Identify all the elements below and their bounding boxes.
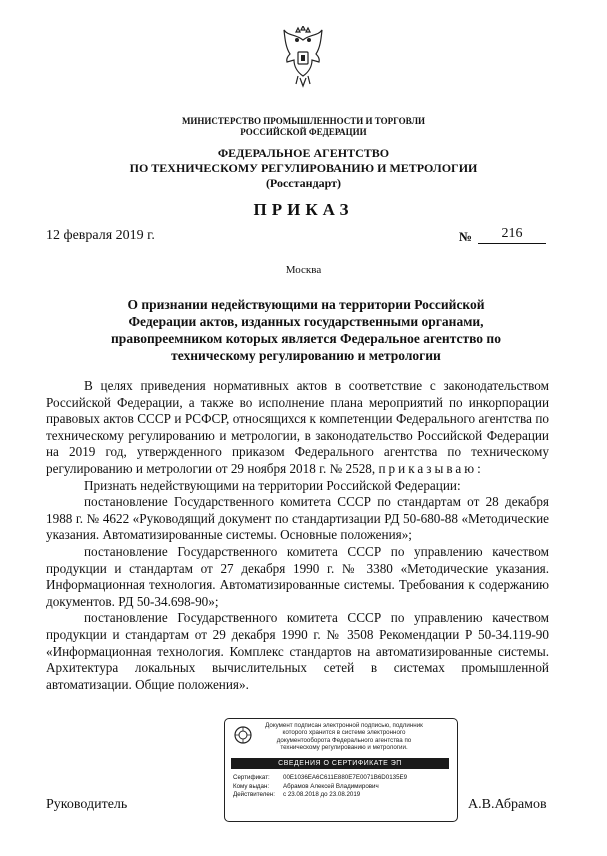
agency-name [0,146,607,191]
signatory-name: А.В.Абрамов [468,797,547,812]
preamble-text: В целях приведения нормативных актов в соответствие с законодательством Российской Федерации, а также во исполнение плана мероприятий по инкорпорации правовых актов СССР и РСФСР, относящихся к компетенции Федерального агентства по техническому регулированию и метрологии, в законодательство Российской Федерации на 2019 год, утвержденного приказом Федерального агентства по техническому регулированию и метрологии от 29 ноября 2018 г. № 2528, [46,378,549,476]
signatory-role: Руководитель [46,797,128,812]
body-paragraph: Признать недействующими на территории Российской Федерации: [84,477,461,493]
ministry-name [0,116,607,138]
electronic-signature-stamp [224,718,458,822]
certificate-row [233,774,451,783]
owner-row [233,783,451,792]
certificate-header: СВЕДЕНИЯ О СЕРТИФИКАТЕ ЭП [231,758,449,769]
body-paragraph [46,378,549,478]
order-body [46,378,549,693]
validity-row [233,791,451,800]
body-paragraph: постановление Государственного комитета СССР по стандартам от 28 декабря 1988 г. № 4622 «Руководящий документ по стандартизации РД 50-680-88 «Методические указания. Автоматизированные системы. Основные положения»; [46,494,549,543]
agency-line: ФЕДЕРАЛЬНОЕ АГЕНТСТВО [217,146,390,160]
number-sign: № [459,229,473,244]
certificate-details [233,774,451,800]
certificate-value: 00E1036EA6C611E880E7E0071B6D0135E9 [283,774,408,781]
city: Москва [285,264,322,276]
order-directive: приказываю: [378,460,484,476]
order-date: 12 февраля 2019 г. [46,228,155,243]
body-paragraph: постановление Государственного комитета СССР по управлению качеством продукции и стандартам от 29 декабря 1990 г. № 3508 Рекомендации Р 50-34.119-90 «Информационная технология. Комплекс стандартов на автоматизированные системы. Архитектура локальных вычислительных сетей в системах промышленной автоматизации. Общие положения». [46,610,549,692]
stamp-notice: Документ подписан электронной подписью, подлинник которого хранится в системе электронного документооборота Федерального агентства по техническому регулированию и метрологии. [265,722,423,752]
agency-line: ПО ТЕХНИЧЕСКОМУ РЕГУЛИРОВАНИЮ И МЕТРОЛОГИИ [129,161,478,175]
ministry-line: МИНИСТЕРСТВО ПРОМЫШЛЕННОСТИ И ТОРГОВЛИ [181,116,426,126]
ministry-line: РОССИЙСКОЙ ФЕДЕРАЦИИ [240,127,367,137]
signature-seal-icon [233,725,253,745]
owner-label: Кому выдан: [233,782,270,790]
order-number: 216 [478,226,546,244]
validity-label: Действителен: [233,791,275,799]
owner-value: Абрамов Алексей Владимирович [283,782,379,790]
coat-of-arms-emblem [280,26,326,88]
validity-value: с 23.08.2018 до 23.08.2019 [283,791,361,799]
agency-short-name: (Росстандарт) [265,176,342,190]
order-subject: О признании недействующими на территории Российской Федерации актов, изданных государственными органами, правопреемником которых является Федеральное агентство по техническому регулированию и метрологии [111,297,501,363]
body-paragraph: постановление Государственного комитета СССР по управлению качеством продукции и стандартам от 27 декабря 1990 г. № 3380 «Методические указания. Информационная технология. Автоматизированные системы. Требования к содержанию документов. РД 50-34.698-90»; [46,543,549,609]
certificate-label: Сертификат: [233,774,270,781]
order-title: ПРИКАЗ [253,200,354,219]
